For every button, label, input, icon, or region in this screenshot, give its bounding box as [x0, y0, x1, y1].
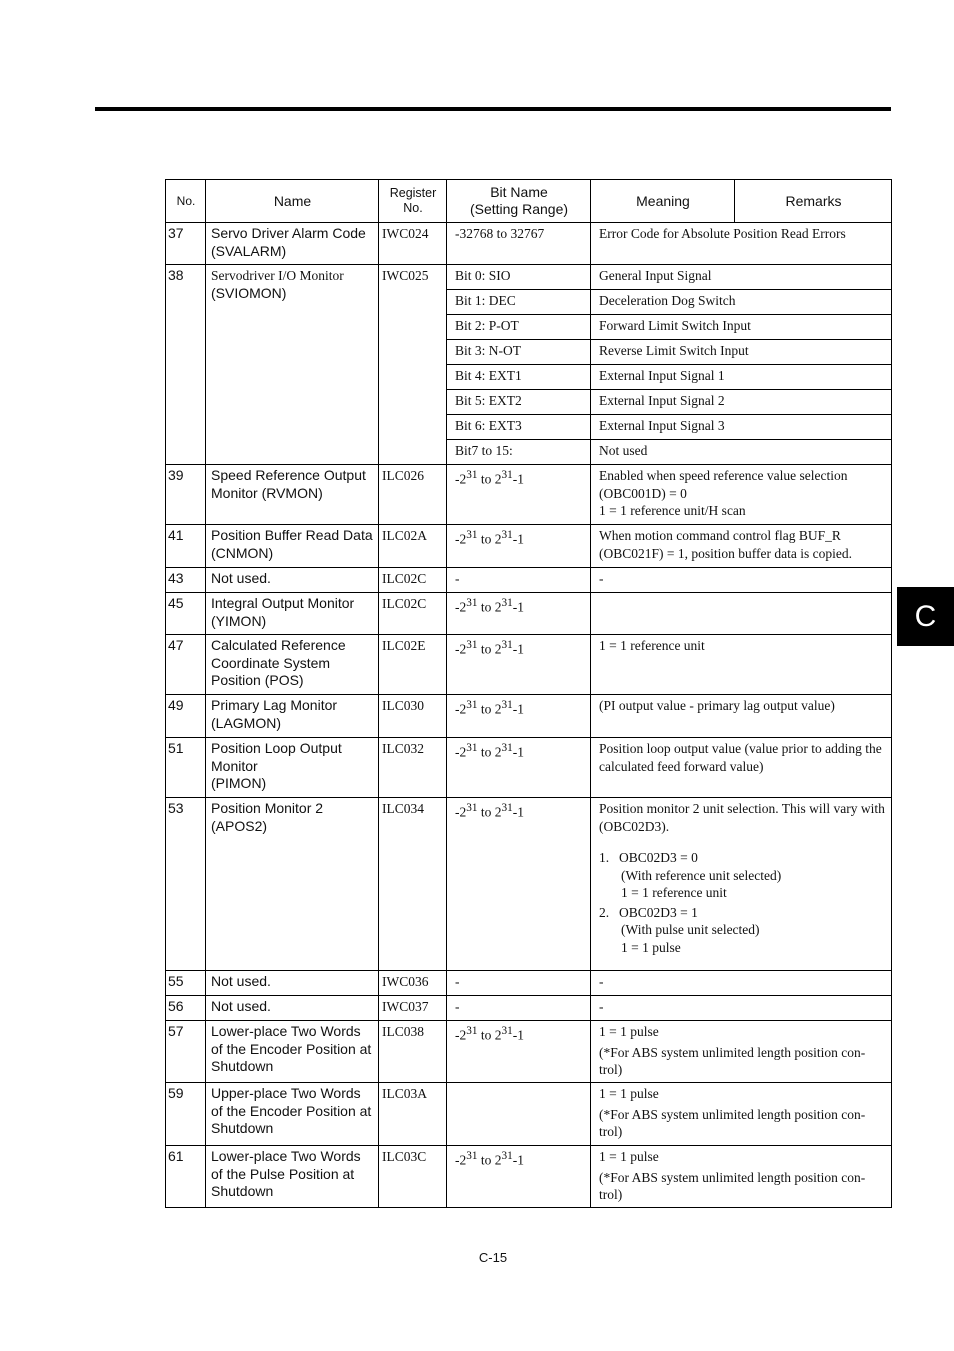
bit-name: Bit 0: SIO: [447, 265, 591, 290]
row-register: ILC034: [379, 798, 447, 971]
row-name: Servo Driver Alarm Code (SVALARM): [206, 223, 379, 265]
row-register: ILC03C: [379, 1146, 447, 1208]
row-name: Lower-place Two Words of the Pulse Position at Shutdown: [206, 1146, 379, 1208]
row-register: ILC02C: [379, 568, 447, 593]
table-row: [166, 971, 892, 996]
table-row: [166, 1021, 892, 1083]
bit-meaning: Deceleration Dog Switch: [591, 290, 892, 315]
bit-meaning: Reverse Limit Switch Input: [591, 340, 892, 365]
row-name: Calculated Reference Coordinate System Position (POS): [206, 635, 379, 695]
row-meaning: -: [591, 996, 892, 1021]
row-range: $-2^{31}$ to $2^{31}-1$: [447, 593, 591, 635]
row-range: -: [447, 971, 591, 996]
bit-name: Bit7 to 15:: [447, 440, 591, 465]
row-name: Not used.: [206, 971, 379, 996]
row-name: Not used.: [206, 568, 379, 593]
row-name: Servodriver I/O Monitor (SVIOMON): [206, 265, 379, 465]
table-row: [166, 798, 892, 971]
row-no: 55: [166, 971, 206, 996]
bit-name: Bit 3: N-OT: [447, 340, 591, 365]
table-row: [166, 996, 892, 1021]
header-name: Name: [206, 180, 379, 223]
row-range: $-2^{31}$ to $2^{31}-1$: [447, 465, 591, 525]
row-register: IWC037: [379, 996, 447, 1021]
page-number: C-15: [478, 1250, 508, 1265]
header-no: No.: [166, 180, 206, 223]
row-meaning: Enabled when speed reference value selection (OBC001D) = 0 1 = 1 reference unit/H scan: [591, 465, 892, 525]
row-register: ILC038: [379, 1021, 447, 1083]
list-item: 2. OBC02D3 = 1: [599, 904, 698, 920]
row-register: IWC036: [379, 971, 447, 996]
row-register: IWC025: [379, 265, 447, 465]
row-name: Speed Reference Output Monitor (RVMON): [206, 465, 379, 525]
row-range: $-2^{31}$ to $2^{31}-1$: [447, 738, 591, 798]
table-row: [166, 635, 892, 695]
row-range: -32768 to 32767: [447, 223, 591, 265]
row-meaning: (PI output value - primary lag output value): [591, 695, 892, 738]
table-row: [166, 1083, 892, 1146]
row-register: ILC026: [379, 465, 447, 525]
list-item-detail: 1 = 1 reference unit: [621, 885, 727, 900]
list-item: 1. OBC02D3 = 0: [599, 850, 698, 865]
table-row: [166, 525, 892, 568]
row-no: 45: [166, 593, 206, 635]
row-no: 53: [166, 798, 206, 971]
table-row: [166, 568, 892, 593]
row-meaning: When motion command control flag BUF_R (OBC021F) = 1, position buffer data is copied.: [591, 525, 892, 568]
row-meaning: 1 = 1 pulse (*For ABS system unlimited length position con-trol): [591, 1146, 892, 1208]
row-range: -: [447, 996, 591, 1021]
list-item-detail: 1 = 1 pulse: [621, 939, 681, 955]
row-no: 56: [166, 996, 206, 1021]
row-meaning: 1 = 1 reference unit: [591, 635, 892, 695]
row-no: 59: [166, 1083, 206, 1146]
row-no: 61: [166, 1146, 206, 1208]
row-range: $-2^{31}$ to $2^{31}-1$: [447, 1021, 591, 1083]
row-range: -: [447, 568, 591, 593]
row-meaning: -: [591, 568, 892, 593]
bit-name: Bit 2: P-OT: [447, 315, 591, 340]
header-meaning: Meaning: [591, 180, 735, 223]
row-range: $-2^{31}$ to $2^{31}-1$: [447, 635, 591, 695]
register-table: [165, 179, 892, 1208]
header-bit-name: Bit Name (Setting Range): [447, 180, 591, 223]
bit-meaning: Not used: [591, 440, 892, 465]
row-meaning: [591, 593, 892, 635]
row-name: Not used.: [206, 996, 379, 1021]
bit-meaning: Forward Limit Switch Input: [591, 315, 892, 340]
row-meaning: -: [591, 971, 892, 996]
table-row: [166, 1146, 892, 1208]
row-name: Position Buffer Read Data (CNMON): [206, 525, 379, 568]
row-meaning: Position monitor 2 unit selection. This will vary with (OBC02D3). 1. OBC02D3 = 0 (With reference unit selected) 1 = 1 reference unit 2. OBC02D3 = 1 (With pulse unit selected) 1 = 1 pulse: [591, 798, 892, 971]
row-no: 49: [166, 695, 206, 738]
row-name: Lower-place Two Words of the Encoder Position at Shutdown: [206, 1021, 379, 1083]
row-register: ILC032: [379, 738, 447, 798]
row-name: Integral Output Monitor (YIMON): [206, 593, 379, 635]
row-range: $-2^{31}$ to $2^{31}-1$: [447, 1146, 591, 1208]
header-remarks: Remarks: [735, 180, 892, 223]
row-name: Position Loop Output Monitor (PIMON): [206, 738, 379, 798]
table-row: [166, 593, 892, 635]
header-row: [166, 180, 892, 223]
row-meaning: Position loop output value (value prior to adding the calculated feed forward value): [591, 738, 892, 798]
row-no: 38: [166, 265, 206, 465]
table-row: [166, 223, 892, 265]
row-range: [447, 1083, 591, 1146]
table-row: [166, 695, 892, 738]
top-rule: [95, 107, 891, 111]
row-no: 43: [166, 568, 206, 593]
bit-meaning: External Input Signal 3: [591, 415, 892, 440]
row-register: ILC030: [379, 695, 447, 738]
list-item-detail: (With pulse unit selected): [621, 922, 760, 937]
row-range: $-2^{31}$ to $2^{31}-1$: [447, 798, 591, 971]
row-range: $-2^{31}$ to $2^{31}-1$: [447, 525, 591, 568]
row-register: ILC02A: [379, 525, 447, 568]
header-register: Register No.: [379, 180, 447, 223]
row-name: Primary Lag Monitor (LAGMON): [206, 695, 379, 738]
row-no: 51: [166, 738, 206, 798]
table-row: [166, 265, 892, 290]
row-no: 41: [166, 525, 206, 568]
bit-name: Bit 1: DEC: [447, 290, 591, 315]
row-register: ILC03A: [379, 1083, 447, 1146]
row-range: $-2^{31}$ to $2^{31}-1$: [447, 695, 591, 738]
row-register: ILC02C: [379, 593, 447, 635]
bit-name: Bit 6: EXT3: [447, 415, 591, 440]
bit-name: Bit 5: EXT2: [447, 390, 591, 415]
row-register: IWC024: [379, 223, 447, 265]
table-row: [166, 465, 892, 525]
section-tab: C: [897, 587, 954, 646]
row-register: ILC02E: [379, 635, 447, 695]
row-meaning: 1 = 1 pulse (*For ABS system unlimited length position con-trol): [591, 1083, 892, 1146]
row-no: 39: [166, 465, 206, 525]
row-meaning: 1 = 1 pulse (*For ABS system unlimited length position con-trol): [591, 1021, 892, 1083]
row-meaning: Error Code for Absolute Position Read Errors: [591, 223, 892, 265]
bit-name: Bit 4: EXT1: [447, 365, 591, 390]
list-item-detail: (With reference unit selected): [621, 867, 782, 883]
bit-meaning: General Input Signal: [591, 265, 892, 290]
row-name: Upper-place Two Words of the Encoder Position at Shutdown: [206, 1083, 379, 1146]
bit-meaning: External Input Signal 1: [591, 365, 892, 390]
unit-selection-list: [599, 849, 887, 956]
row-name: Position Monitor 2 (APOS2): [206, 798, 379, 971]
table-row: [166, 738, 892, 798]
row-no: 47: [166, 635, 206, 695]
row-no: 57: [166, 1021, 206, 1083]
bit-meaning: External Input Signal 2: [591, 390, 892, 415]
row-no: 37: [166, 223, 206, 265]
